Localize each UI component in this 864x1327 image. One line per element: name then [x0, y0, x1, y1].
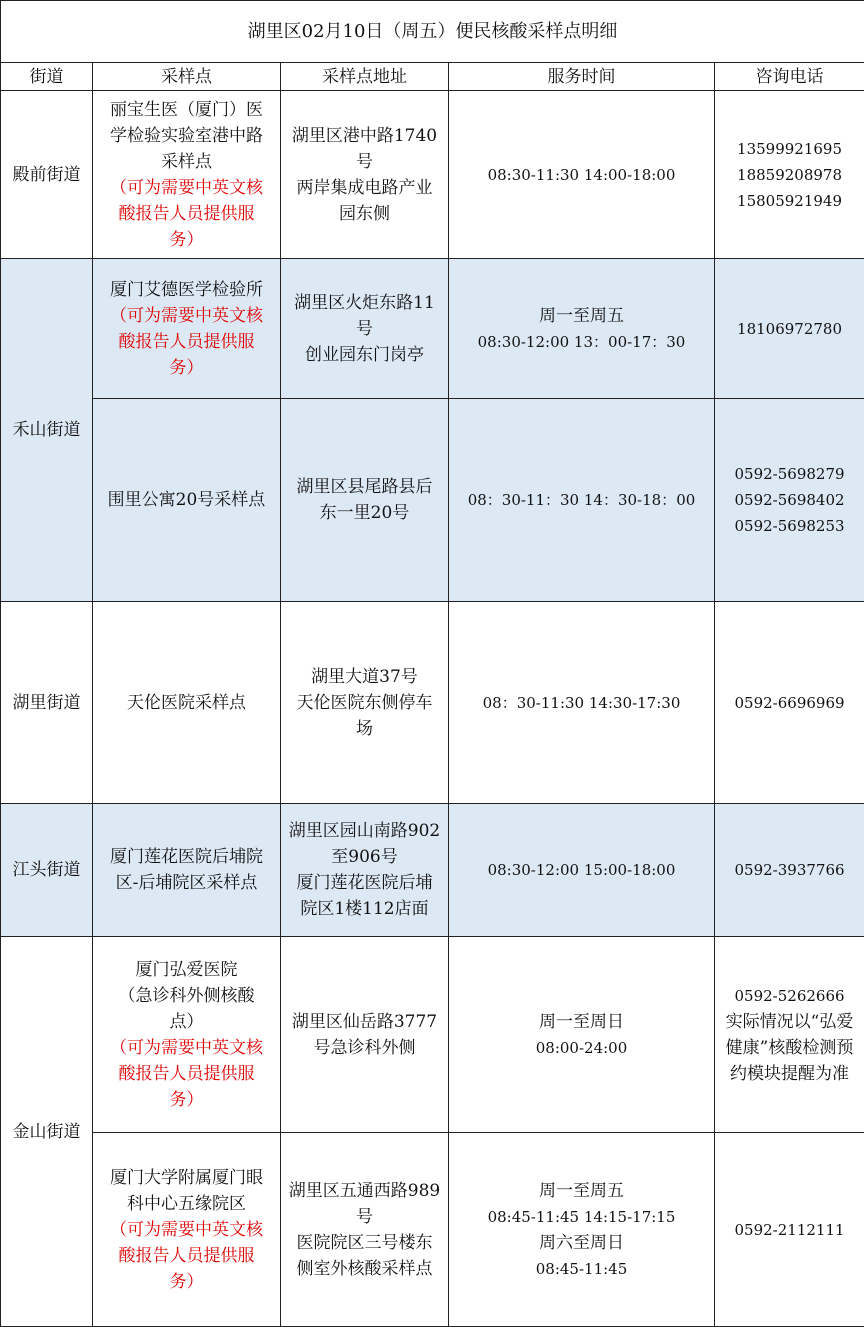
service-note: 务） — [97, 1269, 276, 1295]
service-note: （可为需要中英文核 — [97, 1035, 276, 1061]
address-cell — [281, 937, 449, 1133]
service-note: （可为需要中英文核 — [97, 303, 276, 329]
time-line: 08:45-11:45 — [453, 1256, 710, 1282]
address-cell — [281, 399, 449, 602]
phone-line: 0592-5262666 — [719, 983, 860, 1009]
phone-line: 0592-5698279 — [719, 461, 860, 487]
phone-line: 0592-3937766 — [719, 857, 860, 883]
address-cell — [281, 602, 449, 804]
table-row — [1, 804, 864, 937]
table-row — [1, 602, 864, 804]
time-cell — [449, 259, 715, 399]
site-line: 区-后埔院区采样点 — [97, 870, 276, 896]
address-line: 两岸集成电路产业 — [285, 175, 444, 201]
phone-line: 18859208978 — [719, 162, 860, 188]
street-cell: 金山街道 — [1, 937, 93, 1327]
site-line: 厦门艾德医学检验所 — [97, 277, 276, 303]
address-line: 湖里区县尾路县后 — [285, 474, 444, 500]
address-cell — [281, 259, 449, 399]
phone-line: 18106972780 — [719, 316, 860, 342]
address-line: 号急诊科外侧 — [285, 1035, 444, 1061]
address-line: 湖里区五通西路989 — [285, 1178, 444, 1204]
site-line: 厦门莲花医院后埔院 — [97, 844, 276, 870]
phone-cell — [715, 602, 864, 804]
service-note: （可为需要中英文核 — [97, 175, 276, 201]
service-note: 酸报告人员提供服 — [97, 1243, 276, 1269]
time-line: 08:00-24:00 — [453, 1035, 710, 1061]
address-cell — [281, 91, 449, 259]
address-line: 天伦医院东侧停车 — [285, 690, 444, 716]
address-cell — [281, 804, 449, 937]
street-cell: 禾山街道 — [1, 259, 93, 602]
site-line: 点） — [97, 1009, 276, 1035]
service-note: 酸报告人员提供服 — [97, 201, 276, 227]
phone-line: 0592-5698402 — [719, 487, 860, 513]
table-row — [1, 937, 864, 1133]
time-line: 08:30-12:00 13：00-17：30 — [453, 329, 710, 355]
header-row — [1, 63, 864, 91]
time-line: 08:45-11:45 14:15-17:15 — [453, 1204, 710, 1230]
phone-cell — [715, 804, 864, 937]
time-line: 08:30-12:00 15:00-18:00 — [453, 857, 710, 883]
site-line: （急诊科外侧核酸 — [97, 983, 276, 1009]
table-row — [1, 91, 864, 259]
address-line: 场 — [285, 716, 444, 742]
table-row — [1, 399, 864, 602]
phone-line: 0592-6696969 — [719, 690, 860, 716]
time-cell — [449, 602, 715, 804]
address-line: 东一里20号 — [285, 500, 444, 526]
header-time: 服务时间 — [449, 63, 715, 91]
phone-cell — [715, 259, 864, 399]
address-line: 湖里区火炬东路11 — [285, 290, 444, 316]
service-note: （可为需要中英文核 — [97, 1217, 276, 1243]
header-phone: 咨询电话 — [715, 63, 864, 91]
header-address: 采样点地址 — [281, 63, 449, 91]
street-cell: 殿前街道 — [1, 91, 93, 259]
address-line: 厦门莲花医院后埔 — [285, 870, 444, 896]
phone-note-line: 约模块提醒为准 — [719, 1061, 860, 1087]
phone-line: 0592-2112111 — [719, 1217, 860, 1243]
site-cell — [93, 399, 281, 602]
time-cell — [449, 1133, 715, 1327]
street-cell: 湖里街道 — [1, 602, 93, 804]
address-line: 湖里区园山南路902 — [285, 818, 444, 844]
address-line: 院区1楼112店面 — [285, 896, 444, 922]
phone-cell — [715, 91, 864, 259]
address-line: 号 — [285, 149, 444, 175]
site-cell — [93, 937, 281, 1133]
phone-line: 13599921695 — [719, 136, 860, 162]
site-cell — [93, 1133, 281, 1327]
address-line: 湖里大道37号 — [285, 664, 444, 690]
site-line: 丽宝生医（厦门）医 — [97, 97, 276, 123]
phone-cell — [715, 399, 864, 602]
site-line: 科中心五缘院区 — [97, 1191, 276, 1217]
time-line: 周一至周五 — [453, 1178, 710, 1204]
site-line: 采样点 — [97, 149, 276, 175]
site-line: 厦门大学附属厦门眼 — [97, 1165, 276, 1191]
time-line: 08：30-11：30 14：30-18：00 — [453, 487, 710, 513]
time-line: 08:30-11:30 14:00-18:00 — [453, 162, 710, 188]
time-line: 周六至周日 — [453, 1230, 710, 1256]
table-row — [1, 259, 864, 399]
site-line: 天伦医院采样点 — [97, 690, 276, 716]
site-cell — [93, 91, 281, 259]
street-cell: 江头街道 — [1, 804, 93, 937]
phone-cell — [715, 937, 864, 1133]
site-line: 学检验实验室港中路 — [97, 123, 276, 149]
service-note: 务） — [97, 1087, 276, 1113]
time-cell — [449, 399, 715, 602]
service-note: 务） — [97, 355, 276, 381]
phone-cell — [715, 1133, 864, 1327]
time-line: 08：30-11:30 14:30-17:30 — [453, 690, 710, 716]
time-cell — [449, 804, 715, 937]
address-line: 医院院区三号楼东 — [285, 1230, 444, 1256]
time-cell — [449, 937, 715, 1133]
service-note: 酸报告人员提供服 — [97, 329, 276, 355]
address-line: 号 — [285, 316, 444, 342]
address-line: 湖里区港中路1740 — [285, 123, 444, 149]
address-line: 侧室外核酸采样点 — [285, 1256, 444, 1282]
time-line: 周一至周日 — [453, 1009, 710, 1035]
address-line: 湖里区仙岳路3777 — [285, 1009, 444, 1035]
table-title: 湖里区02月10日（周五）便民核酸采样点明细 — [1, 1, 864, 63]
phone-note-line: 实际情况以“弘爱 — [719, 1009, 860, 1035]
service-note: 务） — [97, 227, 276, 253]
site-line: 围里公寓20号采样点 — [97, 487, 276, 513]
phone-line: 15805921949 — [719, 188, 860, 214]
site-cell — [93, 602, 281, 804]
address-line: 号 — [285, 1204, 444, 1230]
address-cell — [281, 1133, 449, 1327]
time-cell — [449, 91, 715, 259]
service-note: 酸报告人员提供服 — [97, 1061, 276, 1087]
address-line: 创业园东门岗亭 — [285, 342, 444, 368]
phone-line: 0592-5698253 — [719, 513, 860, 539]
address-line: 园东侧 — [285, 201, 444, 227]
address-line: 至906号 — [285, 844, 444, 870]
header-street: 街道 — [1, 63, 93, 91]
site-cell — [93, 804, 281, 937]
site-cell — [93, 259, 281, 399]
time-line: 周一至周五 — [453, 303, 710, 329]
site-line: 厦门弘爱医院 — [97, 957, 276, 983]
table-row — [1, 1133, 864, 1327]
phone-note-line: 健康”核酸检测预 — [719, 1035, 860, 1061]
header-site: 采样点 — [93, 63, 281, 91]
